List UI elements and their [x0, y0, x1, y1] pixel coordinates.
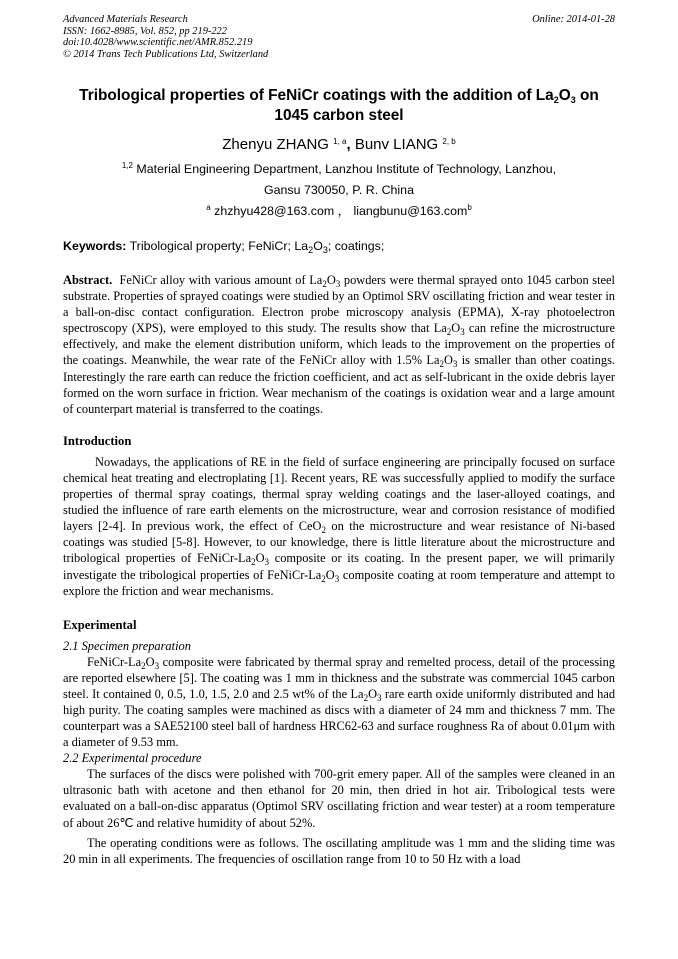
author-2: Bunv LIANG — [354, 136, 439, 153]
paper-page — [63, 14, 615, 867]
journal-header — [63, 14, 615, 60]
introduction-text: Nowadays, the applications of RE in the field of surface engineering are principally focused on surface chemical heat treating and electroplating [1]. Recent years, RE was successfully applied to modify the surface properties of thermal spray coatings, thermal spray welding coatings and the laser-alloyed coatings, and studied the influence of rare earth elements on the microstructure, wear and corrosion resistance of modified layers [2-4]. In previous work, the effect of CeO$_2$ on the microstructure and wear resistance of Ni-based coatings was studied [5-8]. However, to our knowledge, there is little literature about the microstructure and tribological properties of FeNiCr-$La_2O_3$ composite or its coating. In the present paper, we will primarily investigate the tribological properties of FeNiCr-$La_2O_3$ composite coating at room temperature and attempt to explore the friction and wear mechanisms. — [63, 454, 615, 598]
journal-name: Advanced Materials Research — [63, 14, 188, 25]
introduction-heading: Introduction — [63, 433, 132, 448]
abstract: Abstract. FeNiCr alloy with various amount of $La_2O_3$ powders were thermal sprayed onto 1045 carbon steel substrate. Properties of sprayed coatings were studied by an Optimol SRV oscillating friction and wear tester in a ball-on-disc contact configuration. Electron probe microscopy analysis (EPMA), X-ray photoelectron spectroscopy (XPS), were employed to this study. The results show that $La_2O_3$ can refine the microstructure effectively, and make the element distribution uniform, which leads to the improvement on the properties of the coatings. Meanwhile, the wear rate of the FeNiCr alloy with 1.5% $La_2O_3$ is smaller than other coatings. Interestingly the rare earth can reduce the friction coefficient, and act as self-lubricant in the oxide debris layer formed on the worn surface in friction. Wear mechanism of the coatings is oxidation wear and a large amount of counterpart material is transferred to the coatings. — [63, 273, 615, 416]
paper-title: Tribological properties of FeNiCr coatings with the addition of $La_2O_3$ on 1045 carbon steel — [79, 87, 599, 124]
subsection-specimen: 2.1 Specimen preparation — [63, 638, 191, 653]
doi-line: doi:10.4028/www.scientific.net/AMR.852.219 — [63, 37, 253, 48]
copyright-line: © 2014 Trans Tech Publications Ltd, Switzerland — [63, 48, 269, 60]
online-date: Online: 2014-01-28 — [532, 14, 615, 25]
emails: $^a$ zhzhyu428@163.com ， liangbunu@163.com$^b$ — [206, 203, 472, 218]
issn-line: ISSN: 1662-8985, Vol. 852, pp 219-222 — [63, 25, 227, 37]
procedure-text: The surfaces of the discs were polished with 700-grit emery paper. All of the samples were cleaned in an ultrasonic bath with acetone and then ethanol for 20 min, then dried in hot air. Tribological tests were evaluated on a ball-on-disc apparatus (Optimol SRV oscillating friction and wear tester) at a room temperature of about 26℃ and relative humidity of about 52%. — [63, 767, 615, 830]
keywords: Keywords: Tribological property; FeNiCr; $La_2O_3$; coatings; — [63, 239, 385, 255]
author-1: Zhenyu ZHANG — [222, 136, 329, 153]
experimental-heading: Experimental — [63, 617, 137, 632]
specimen-text: FeNiCr-$La_2O_3$ composite were fabricated by thermal spray and remelted process, detail of the processing are reported elsewhere [5]. The coating was 1 mm in thickness and the substrate was commercial 1045 carbon steel. It contained 0, 0.5, 1.0, 1.5, 2.0 and 2.5 wt% of the $La_2O_3$ rare earth oxide uniformly distributed and had high purity. The coating samples were machined as discs with a diameter of 24 mm and thickness 7 mm. The counterpart was a SAE52100 steel ball of hardness HRC62-63 and surface roughness Ra of about 0.01μm with a diameter of 9.53 mm. — [63, 654, 616, 750]
subsection-procedure: 2.2 Experimental procedure — [63, 751, 202, 766]
operating-conditions-text: The operating conditions were as follows. The oscillating amplitude was 1 mm and the sliding time was 20 min in all experiments. The frequencies of oscillation range from 10 to 50 Hz with a load — [63, 835, 615, 866]
author-line: Zhenyu ZHANG $^{1, a}$, Bunv LIANG $^{2, b}$ — [222, 136, 456, 153]
affiliation: $^{1,2}$ Material Engineering Department, Lanzhou Institute of Technology, Lanzhou, Gansu 730050, P. R. China $^a$ zhzhyu428@163.com ， liangbunu@163.com$^b$ — [63, 159, 615, 222]
